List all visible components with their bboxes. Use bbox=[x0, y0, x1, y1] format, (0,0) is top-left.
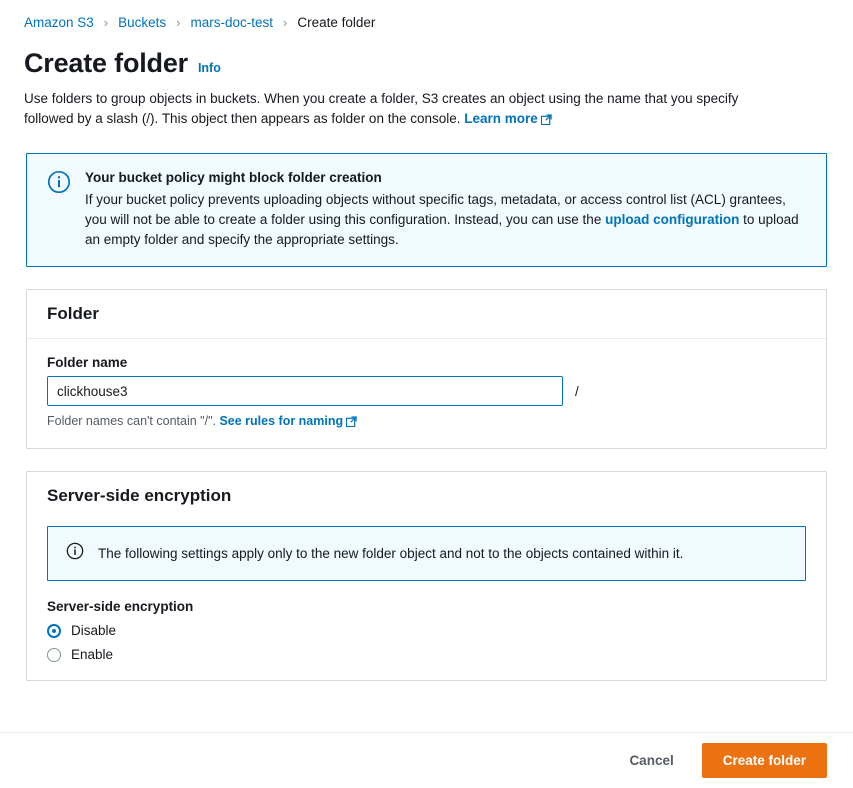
naming-rules-link[interactable] bbox=[219, 414, 357, 428]
alert-body bbox=[85, 168, 810, 250]
encryption-option-enable-label: Enable bbox=[71, 647, 114, 662]
breadcrumb-separator-icon: › bbox=[283, 14, 288, 30]
encryption-option-disable[interactable] bbox=[47, 623, 806, 638]
folder-panel bbox=[26, 289, 827, 449]
external-link-icon bbox=[541, 111, 552, 131]
radio-disable-icon[interactable] bbox=[47, 624, 61, 638]
alert-text-part2: to upload an empty folder and specify the appropriate settings. bbox=[85, 212, 799, 247]
breadcrumb-separator-icon: › bbox=[176, 14, 181, 30]
encryption-info-box bbox=[47, 526, 806, 581]
external-link-icon bbox=[346, 416, 357, 430]
breadcrumb-item-current: Create folder bbox=[297, 14, 376, 30]
breadcrumb-item-buckets[interactable]: Buckets bbox=[118, 14, 167, 30]
folder-panel-header bbox=[27, 290, 826, 339]
form-footer bbox=[0, 732, 853, 788]
page-description-text: Use folders to group objects in buckets. When you create a folder, S3 creates an object using the name that you specify followed by a slash (/). This object then appears as folder on the console. bbox=[24, 91, 739, 126]
create-folder-button[interactable]: Create folder bbox=[702, 743, 827, 778]
breadcrumb bbox=[0, 0, 853, 34]
encryption-panel-body bbox=[27, 520, 826, 680]
encryption-panel-header bbox=[27, 472, 826, 520]
alert-title: Your bucket policy might block folder creation bbox=[85, 170, 382, 185]
info-circle-icon bbox=[47, 170, 71, 250]
breadcrumb-item-bucket-name[interactable]: mars-doc-test bbox=[190, 14, 274, 30]
encryption-info-text: The following settings apply only to the new folder object and not to the objects contained within it. bbox=[98, 545, 684, 561]
alert-text bbox=[85, 190, 810, 250]
encryption-option-enable[interactable] bbox=[47, 647, 806, 662]
bucket-policy-alert bbox=[26, 153, 827, 267]
folder-panel-body bbox=[27, 339, 826, 448]
folder-name-row bbox=[47, 376, 806, 406]
folder-name-input[interactable] bbox=[47, 376, 563, 406]
folder-panel-title: Folder bbox=[47, 304, 99, 323]
folder-name-hint-text: Folder names can't contain "/". bbox=[47, 414, 216, 428]
folder-name-hint bbox=[47, 414, 806, 430]
upload-configuration-link[interactable]: upload configuration bbox=[605, 212, 740, 227]
folder-name-suffix: / bbox=[575, 383, 579, 399]
radio-enable-icon[interactable] bbox=[47, 648, 61, 662]
breadcrumb-separator-icon: › bbox=[103, 14, 109, 30]
breadcrumb-item-amazon-s3[interactable]: Amazon S3 bbox=[24, 14, 94, 30]
encryption-panel-title: Server-side encryption bbox=[47, 486, 232, 505]
learn-more-label: Learn more bbox=[464, 111, 538, 126]
page-header bbox=[0, 34, 853, 79]
learn-more-link[interactable] bbox=[464, 111, 552, 126]
info-circle-icon bbox=[66, 542, 84, 565]
naming-rules-label: See rules for naming bbox=[219, 414, 344, 428]
info-link[interactable]: Info bbox=[197, 61, 221, 75]
page-description bbox=[0, 79, 790, 131]
folder-name-label: Folder name bbox=[47, 355, 128, 370]
encryption-options-label: Server-side encryption bbox=[47, 599, 194, 614]
page-title: Create folder bbox=[24, 48, 188, 78]
cancel-button[interactable]: Cancel bbox=[613, 745, 689, 776]
alert-text-part1: If your bucket policy prevents uploading objects without specific tags, metadata, or access control list (ACL) grantees, you will not be able to create a folder using this configuration. Instead, you can use the bbox=[85, 192, 786, 227]
encryption-option-disable-label: Disable bbox=[71, 623, 117, 638]
encryption-panel bbox=[26, 471, 827, 681]
